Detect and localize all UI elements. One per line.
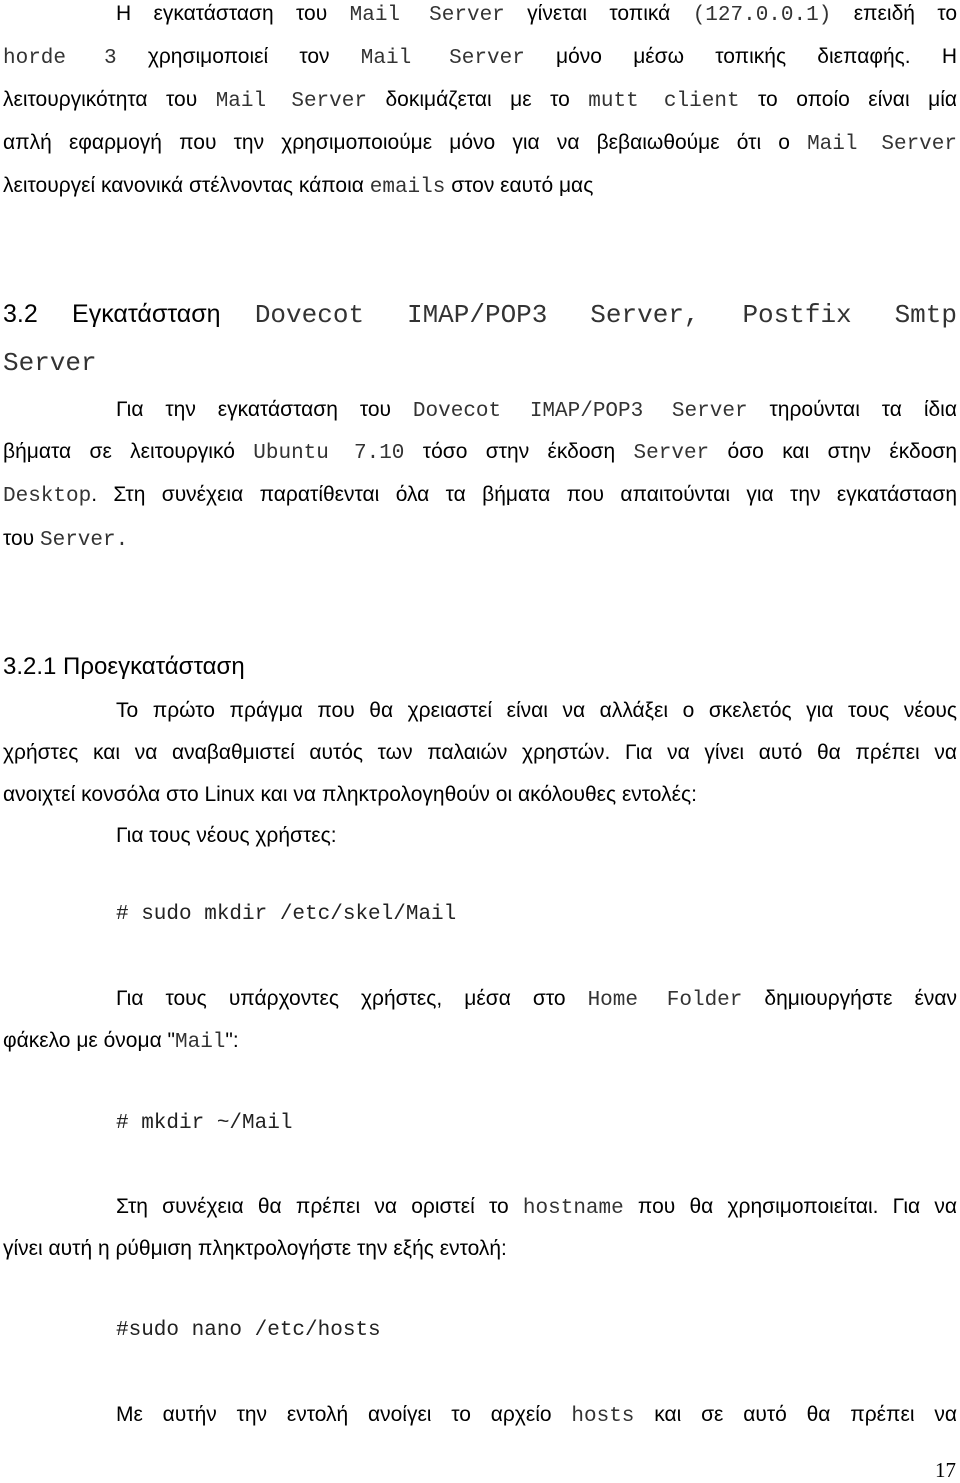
- section321-line7: Στη συνέχεια θα πρέπει να οριστεί το hostname που θα χρησιμοποιείται. Για να: [116, 1195, 957, 1220]
- para1-line1: Η εγκατάσταση του Mail Server γίνεται τοπικά (127.0.0.1) επειδή το: [116, 2, 957, 27]
- code-block-nano-hosts: #sudo nano /etc/hosts: [116, 1319, 381, 1342]
- para1-line3: λειτουργικότητα του Mail Server δοκιμάζεται με το mutt client το οποίο είναι μία: [3, 88, 958, 113]
- code-block-mkdir-skel: # sudo mkdir /etc/skel/Mail: [116, 903, 457, 926]
- section32-line1: Για την εγκατάσταση του Dovecot IMAP/POP3 Server τηρούνται τα ίδια: [116, 398, 957, 423]
- section321-line4: Για τους νέους χρήστες:: [116, 824, 337, 847]
- section32-line2: βήματα σε λειτουργικό Ubuntu 7.10 τόσο στην έκδοση Server όσο και στην έκδοση: [3, 440, 958, 465]
- section321-line2: χρήστες και να αναβαθμιστεί αυτός των παλαιών χρηστών. Για να γίνει αυτό θα πρέπει να: [3, 741, 957, 764]
- section-heading-3-2: 3.2 Εγκατάσταση Dovecot IMAP/POP3 Server, Postfix Smtp: [3, 300, 957, 330]
- section321-line6: φάκελο με όνομα "Mail":: [3, 1029, 239, 1054]
- section32-line3: Desktop. Στη συνέχεια παρατίθενται όλα τα βήματα που απαιτούνται για την εγκατάσταση: [3, 483, 957, 508]
- para1-line2: horde 3 χρησιμοποιεί τον Mail Server μόνο μέσω τοπικής διεπαφής. Η: [3, 45, 957, 70]
- section321-line3: ανοιχτεί κονσόλα στο Linux και να πληκτρολογηθούν οι ακόλουθες εντολές:: [3, 783, 697, 806]
- para1-line4: απλή εφαρμογή που την χρησιμοποιούμε μόνο για να βεβαιωθούμε ότι ο Mail Server: [3, 131, 957, 156]
- section321-line5: Για τους υπάρχοντες χρήστες, μέσα στο Home Folder δημιουργήστε έναν: [116, 987, 957, 1012]
- section321-line9: Με αυτήν την εντολή ανοίγει το αρχείο hosts και σε αυτό θα πρέπει να: [116, 1403, 957, 1428]
- section-heading-3-2-1: 3.2.1 Προεγκατάσταση: [3, 653, 245, 680]
- page-number: 17: [935, 1458, 956, 1482]
- section32-line4: του Server.: [3, 527, 129, 552]
- section-heading-3-2-cont: Server: [3, 348, 97, 378]
- code-block-mkdir-mail: # mkdir ~/Mail: [116, 1112, 293, 1135]
- para1-line5: λειτουργεί κανονικά στέλνοντας κάποια emails στον εαυτό μας: [3, 174, 594, 199]
- section321-line8: γίνει αυτή η ρύθμιση πληκτρολογήστε την εξής εντολή:: [3, 1237, 507, 1260]
- section321-line1: Το πρώτο πράγμα που θα χρειαστεί είναι να αλλάξει ο σκελετός για τους νέους: [116, 699, 957, 722]
